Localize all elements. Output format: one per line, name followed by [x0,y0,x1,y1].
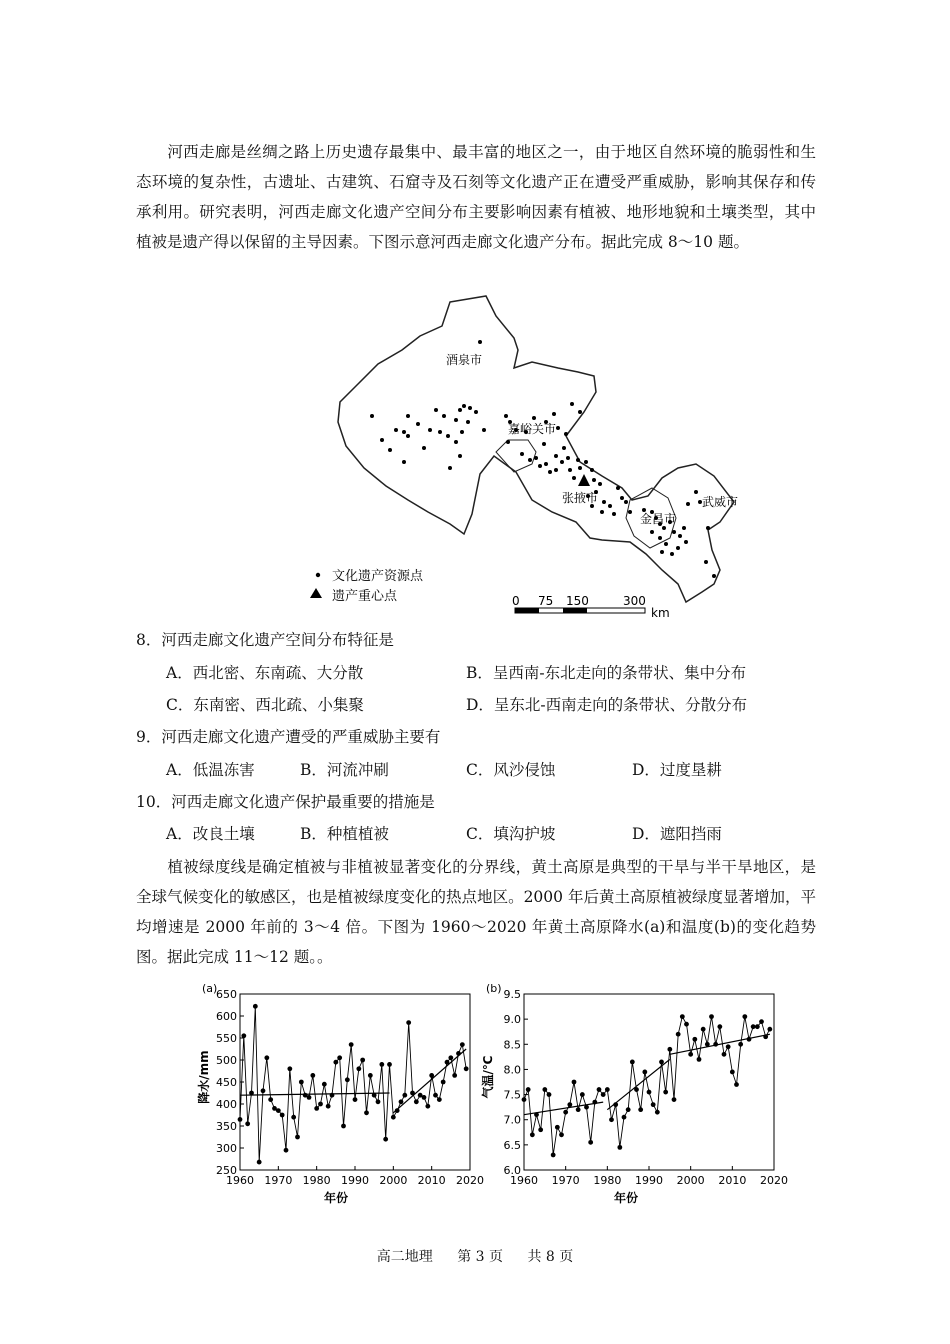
heritage-point [544,462,548,466]
data-point [322,1082,327,1087]
x-tick-label: 1980 [302,1174,331,1187]
data-point [268,1097,273,1102]
legend-dot-icon [316,573,320,577]
data-point [245,1121,250,1126]
data-point [422,1095,427,1100]
data-point [767,1027,772,1032]
data-point [287,1066,292,1071]
data-point [684,1022,689,1027]
heritage-point [460,430,464,434]
data-point [559,1132,564,1137]
data-point [318,1102,323,1107]
heritage-point [532,416,536,420]
chart-b-ylabel: 气温/℃ [481,1055,495,1099]
scale-unit: km [651,606,670,620]
heritage-point [422,446,426,450]
data-point [310,1073,315,1078]
y-tick-label: 9.5 [503,988,521,1001]
data-point [391,1115,396,1120]
y-tick-label: 350 [216,1120,237,1133]
heritage-point [616,486,620,490]
data-point [622,1115,627,1120]
heritage-points [370,340,716,578]
heritage-point [538,464,542,468]
data-point [597,1087,602,1092]
data-point [572,1080,577,1085]
y-tick-label: 300 [216,1142,237,1155]
data-point [630,1059,635,1064]
data-point [663,1090,668,1095]
passage-1: 河西走廊是丝绸之路上历史遗存最集中、最丰富的地区之一，由于地区自然环境的脆弱性和生态环境的复杂性，古遗址、古建筑、石窟寺及石刻等文化遗产正在遭受严重威胁，影响其保存和传承利用。研究表明，河西走廊文化遗产空间分布主要影响因素有植被、地形地貌和土壤类型，其中植被是遗产得以保留的主导因素。下图示意河西走廊文化遗产分布。据此完成 8～10 题。 [136,143,816,251]
data-point [555,1125,560,1130]
q10-option-a[interactable]: A．改良土壤 [166,825,255,843]
heritage-point [624,500,628,504]
data-point [759,1019,764,1024]
heritage-point [454,440,458,444]
data-point [441,1080,446,1085]
question-9-stem: 9．河西走廊文化遗产遭受的严重威胁主要有 [136,728,441,746]
heritage-point [534,456,538,460]
data-point [379,1062,384,1067]
heritage-point [572,476,576,480]
data-point [526,1087,531,1092]
label-jiuquan: 酒泉市 [446,353,483,367]
footer-subject: 高二地理 [376,1249,433,1265]
q8-option-a[interactable]: A．西北密、东南疏、大分散 [166,664,364,682]
heritage-point [658,536,662,540]
data-point [659,1059,664,1064]
x-tick-label: 2020 [760,1174,788,1187]
heritage-point [676,546,680,550]
data-point [642,1070,647,1075]
q9-option-b[interactable]: B．河流冲刷 [300,761,389,779]
data-point [376,1099,381,1104]
heritage-point [528,458,532,462]
x-tick-label: 2010 [718,1174,747,1187]
heritage-point [590,468,594,472]
precipitation-chart [196,980,484,1205]
data-point [605,1087,610,1092]
heritage-point [402,460,406,464]
data-point [580,1092,585,1097]
heritage-point [428,428,432,432]
q10-option-b[interactable]: B．种植植被 [300,825,389,843]
x-tick-label: 1980 [593,1174,622,1187]
chart-b-panel-label: (b) [486,982,502,995]
chart-b-xlabel: 年份 [613,1191,639,1205]
heritage-point [584,460,588,464]
data-point [755,1024,760,1029]
data-point [356,1066,361,1071]
heritage-point [564,432,568,436]
plot-frame [240,994,470,1170]
heritage-point [608,504,612,508]
data-point [738,1042,743,1047]
x-tick-label: 2010 [417,1174,446,1187]
heritage-point [402,430,406,434]
data-point [726,1044,731,1049]
heritage-point [682,526,686,530]
y-tick-label: 250 [216,1164,237,1177]
heritage-point [670,552,674,556]
data-point [742,1014,747,1019]
heritage-point [672,530,676,534]
data-point [751,1024,756,1029]
data-point [314,1106,319,1111]
legend-triangle-label: 遗产重心点 [332,589,398,604]
heritage-point [664,542,668,546]
heritage-point [438,430,442,434]
data-point [368,1073,373,1078]
data-point [688,1052,693,1057]
heritage-point [566,456,570,460]
footer-total-pages: 共 8 页 [527,1249,574,1265]
scale-tick-75: 75 [538,594,554,608]
hexi-corridor-map [300,292,760,622]
data-point [238,1117,243,1122]
data-point [667,1047,672,1052]
map-region-outline [338,296,734,602]
heritage-point [454,418,458,422]
data-point [567,1102,572,1107]
data-point [387,1062,392,1067]
x-tick-label: 1990 [635,1174,663,1187]
data-point [522,1097,527,1102]
footer-page-number: 第 3 页 [457,1249,503,1265]
heritage-point [380,438,384,442]
heritage-point [548,470,552,474]
data-point [734,1082,739,1087]
scale-tick-150: 150 [566,594,589,608]
y-tick-label: 500 [216,1054,237,1067]
heritage-point [684,540,688,544]
y-tick-label: 8.0 [503,1063,521,1077]
heritage-point [506,440,510,444]
heritage-point [600,510,604,514]
data-point [437,1097,442,1102]
data-point [676,1032,681,1037]
heritage-point [602,500,606,504]
x-tick-label: 1990 [341,1174,369,1187]
data-point [341,1124,346,1129]
q10-option-d[interactable]: D．遮阳挡雨 [632,825,722,843]
heritage-point [552,412,556,416]
temperature-chart [480,980,788,1205]
data-point [383,1137,388,1142]
q9-option-c[interactable]: C．风沙侵蚀 [466,761,556,779]
data-point [692,1037,697,1042]
data-point [464,1066,469,1071]
x-tick-label: 1970 [264,1174,293,1187]
data-point [701,1027,706,1032]
x-tick-label: 2000 [379,1174,408,1187]
heritage-point [712,574,716,578]
data-point [414,1099,419,1104]
data-point [253,1004,258,1009]
heritage-point [478,340,482,344]
y-tick-label: 9.0 [503,1013,521,1027]
data-point [722,1052,727,1057]
trend-line [670,1034,770,1054]
data-point [601,1092,606,1097]
heritage-point [686,502,690,506]
heritage-point [578,466,582,470]
data-point [307,1095,312,1100]
x-tick-label: 1970 [551,1174,580,1187]
heritage-point [706,526,710,530]
data-point [547,1092,552,1097]
data-point [460,1042,465,1047]
data-point [402,1093,407,1098]
heritage-centroid-marker [578,474,590,486]
heritage-point [568,468,572,472]
heritage-point [394,428,398,432]
heritage-point [628,510,632,514]
q8-option-b[interactable]: B．呈西南-东北走向的条带状、集中分布 [466,664,747,682]
data-point [680,1014,685,1019]
heritage-point [660,550,664,554]
heritage-point [620,496,624,500]
chart-a-ylabel: 降水/mm [197,1050,211,1104]
data-point [551,1153,556,1158]
heritage-point [704,560,708,564]
heritage-point [520,452,524,456]
data-point [364,1110,369,1115]
data-point [576,1107,581,1112]
y-tick-label: 8.5 [503,1038,521,1052]
heritage-point [570,402,574,406]
x-tick-label: 1960 [226,1174,254,1187]
heritage-point [650,530,654,534]
heritage-point [434,408,438,412]
scale-bar [512,594,670,620]
y-tick-label: 650 [216,988,237,1001]
y-tick-label: 6.5 [503,1138,521,1152]
data-point [530,1132,535,1137]
x-tick-label: 2020 [456,1174,484,1187]
data-point [709,1014,714,1019]
heritage-point [504,414,508,418]
data-point [399,1099,404,1104]
question-8-stem: 8．河西走廊文化遗产空间分布特征是 [136,631,394,649]
data-point [609,1117,614,1122]
data-point [588,1140,593,1145]
heritage-point [578,410,582,414]
legend-triangle-icon [310,588,322,598]
data-point [433,1093,438,1098]
trend-line [393,1049,466,1113]
data-point [626,1107,631,1112]
chart-a-panel-label: (a) [202,982,218,995]
heritage-point [458,454,462,458]
heritage-point [576,458,580,462]
q8-option-d[interactable]: D．呈东北-西南走向的条带状、分散分布 [466,696,748,714]
heritage-point [468,406,472,410]
trend-line [607,1059,670,1109]
data-point [542,1087,547,1092]
data-point [345,1077,350,1082]
data-point [563,1110,568,1115]
label-jiayuguan: 嘉峪关市 [508,422,557,436]
y-tick-label: 550 [216,1032,237,1045]
y-tick-label: 600 [216,1010,237,1023]
legend-dot-label: 文化遗产资源点 [332,569,424,584]
scale-tick-0: 0 [512,594,520,608]
data-point [638,1107,643,1112]
heritage-point [542,442,546,446]
data-point [538,1127,543,1132]
data-point [360,1058,365,1063]
heritage-point [448,466,452,470]
data-point [406,1020,411,1025]
x-tick-label: 1960 [510,1174,538,1187]
data-point [617,1145,622,1150]
data-point [448,1055,453,1060]
label-wuwei: 武威市 [702,495,739,509]
heritage-point [482,428,486,432]
data-point [672,1097,677,1102]
question-10-stem: 10．河西走廊文化遗产保护最重要的措施是 [136,793,435,811]
heritage-point [612,512,616,516]
scale-tick-300: 300 [623,594,646,608]
label-zhangye: 张掖市 [562,491,599,505]
x-tick-label: 2000 [676,1174,705,1187]
data-point [333,1060,338,1065]
data-point [651,1102,656,1107]
data-point [264,1055,269,1060]
heritage-point [416,422,420,426]
data-point [730,1070,735,1075]
jiayuguan-boundary [496,440,536,472]
y-tick-label: 6.0 [503,1164,521,1177]
data-point [337,1055,342,1060]
chart-a-xlabel: 年份 [323,1191,349,1205]
data-point [353,1097,358,1102]
heritage-point [406,414,410,418]
heritage-point [462,404,466,408]
heritage-point [560,460,564,464]
data-point [326,1104,331,1109]
heritage-point [592,478,596,482]
q10-option-c[interactable]: C．填沟护坡 [466,825,556,843]
heritage-point [694,490,698,494]
q9-option-a[interactable]: A．低温冻害 [166,761,255,779]
heritage-point [662,526,666,530]
y-tick-label: 7.5 [503,1088,521,1102]
page-footer [0,1246,950,1266]
heritage-point [458,408,462,412]
data-point [655,1110,660,1115]
y-tick-label: 450 [216,1076,237,1089]
q8-option-c[interactable]: C．东南密、西北疏、小集聚 [166,696,364,714]
data-point [261,1088,266,1093]
data-point [349,1042,354,1047]
data-point [425,1104,430,1109]
heritage-point [474,410,478,414]
q9-option-d[interactable]: D．过度垦耕 [632,761,722,779]
heritage-point [556,426,560,430]
data-point [284,1148,289,1153]
data-point [452,1073,457,1078]
y-tick-label: 7.0 [503,1113,521,1127]
heritage-point [678,534,682,538]
data-point [257,1160,262,1165]
label-jinchang: 金昌市 [640,512,677,526]
data-point [276,1108,281,1113]
data-point [717,1024,722,1029]
data-point [241,1033,246,1038]
heritage-point [554,468,558,472]
heritage-point [446,434,450,438]
y-tick-label: 400 [216,1098,237,1111]
heritage-point [388,448,392,452]
data-point [280,1113,285,1118]
heritage-point [598,482,602,486]
heritage-point [406,434,410,438]
series-line [240,1006,466,1162]
heritage-point [562,446,566,450]
heritage-point [554,454,558,458]
heritage-point [466,420,470,424]
passage-2: 植被绿度线是确定植被与非植被显著变化的分界线，黄土高原是典型的干旱与半干旱地区，是全球气候变化的敏感区，也是植被绿度变化的热点地区。2000 年后黄土高原植被绿度显著增加，平均增速是 2000 年前的 3～4 倍。下图为 1960～2020 年黄土高原降水(a)和温度(b)的变化趋势图。据此完成 11～12 题。。 [136,858,816,966]
data-point [697,1057,702,1062]
data-point [299,1080,304,1085]
data-point [291,1115,296,1120]
heritage-point [370,414,374,418]
data-point [295,1135,300,1140]
data-point [647,1090,652,1095]
heritage-point [442,414,446,418]
